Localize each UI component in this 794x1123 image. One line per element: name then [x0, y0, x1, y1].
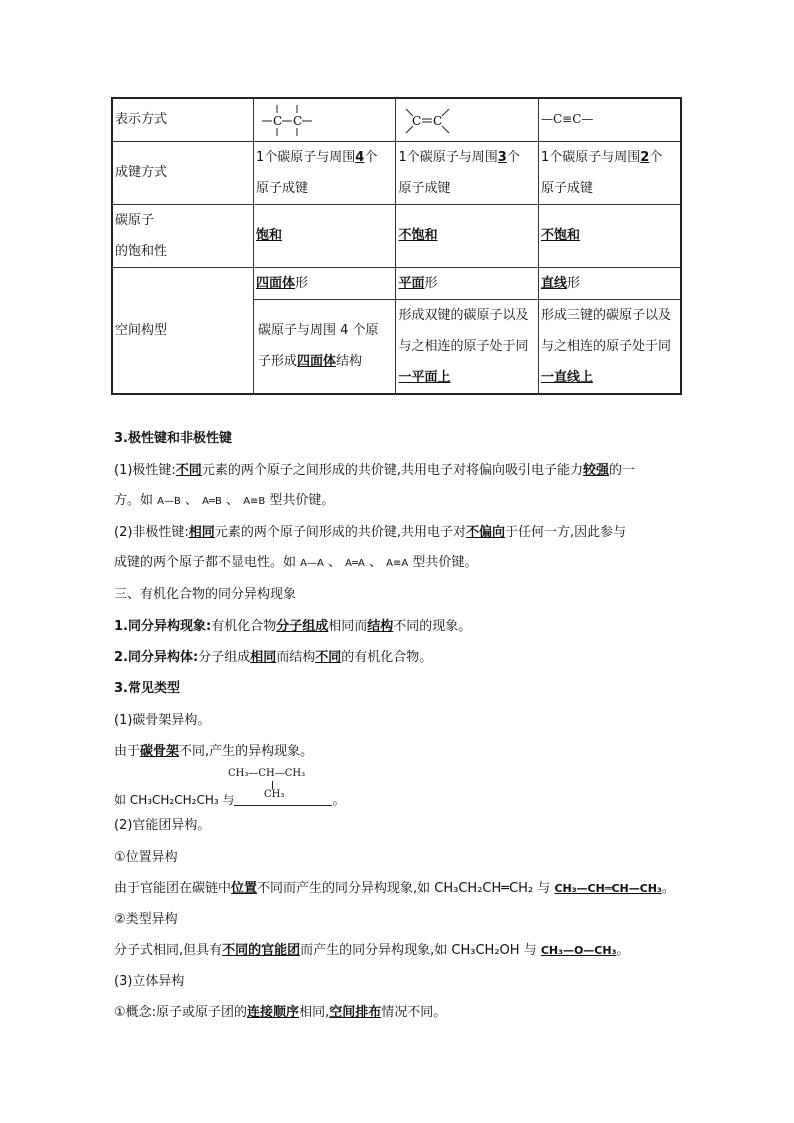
cell-saturation: 不饱和	[396, 204, 539, 267]
subsection-item: (3)立体异构	[114, 974, 185, 989]
nonpolar-bond-examples: 成键的两个原子都不显电性。如 A—A 、 A═A 、 A≡A 型共价键。	[114, 555, 478, 570]
cell-geometry-desc: 形成三键的碳原子以及 与之相连的原子处于同 一直线上	[538, 299, 681, 394]
svg-text:C: C	[272, 113, 283, 128]
double-bond-structure	[396, 98, 539, 141]
polar-bond-def: (1)极性键:不同元素的两个原子之间形成的共价键,共用电子对将偏向吸引电子能力较强的一	[114, 463, 635, 478]
cell-geometry-desc: 形成双键的碳原子以及 与之相连的原子处于同 一平面上	[396, 299, 539, 394]
table-row	[112, 141, 681, 204]
single-bond-structure	[253, 98, 396, 141]
table-row	[112, 204, 681, 267]
stereo-isomer-def: ①概念:原子或原子团的连接顺序相同,空间排布情况不同。	[114, 1005, 447, 1020]
subsection-item: (1)碳骨架异构。	[114, 713, 211, 728]
single-bond-diagram	[256, 101, 376, 139]
triple-bond-structure	[538, 98, 681, 141]
subsection-title: 3.常见类型	[114, 681, 180, 696]
svg-text:C: C	[292, 113, 303, 128]
type-isomer-desc: 分子式相同,但具有不同的官能团而产生的同分异构现象,如 CH₃CH₂OH 与 CH₃—O—CH₃。	[114, 943, 630, 958]
svg-text:C: C	[412, 113, 422, 128]
nonpolar-bond-def: (2)非极性键:相同元素的两个原子间形成的共价键,共用电子对不偏向于任何一方,因此参与	[114, 525, 627, 540]
table-row	[112, 267, 681, 299]
polar-bond-examples: 方。如 A—B 、 A═B 、 A≡B 型共价键。	[114, 493, 335, 508]
position-isomer-desc: 由于官能团在碳链中位置不同而产生的同分异构现象,如 CH₃CH₂CH═CH₂ 与 CH₃—CH═CH—CH₃。	[114, 881, 675, 896]
row-label: 成键方式	[112, 141, 253, 204]
row-label: 碳原子 的饱和性	[112, 204, 253, 267]
cell-shape: 四面体形	[253, 267, 396, 299]
svg-text:C: C	[433, 113, 443, 128]
subsection-item: ②类型异构	[114, 912, 178, 927]
carbon-skeleton-example: 如 CH₃CH₂CH₂CH₃ 与 。	[114, 793, 346, 808]
cell-geometry-desc: 碳原子与周围 4 个原 子形成四面体结构	[253, 299, 396, 394]
cell-shape: 平面形	[396, 267, 539, 299]
subsection-item: ①位置异构	[114, 850, 178, 865]
bond-type-table	[111, 97, 682, 395]
triple-bond-formula: —C≡C—	[540, 112, 594, 127]
double-bond-diagram	[398, 101, 518, 139]
section-heading: 三、有机化合物的同分异构现象	[114, 587, 297, 602]
isomerism-def: 1.同分异构现象:有机化合物分子组成相同而结构不同的现象。	[114, 619, 472, 634]
carbon-skeleton-desc: 由于碳骨架不同,产生的异构现象。	[114, 744, 314, 759]
subsection-item: (2)官能团异构。	[114, 818, 211, 833]
cell-triple-bond-count: 1个碳原子与周围2个 原子成键	[538, 141, 681, 204]
cell-saturation: 不饱和	[538, 204, 681, 267]
isomer-def: 2.同分异构体:分子组成相同而结构不同的有机化合物。	[114, 650, 433, 665]
cell-double-bond-count: 1个碳原子与周围3个 原子成键	[396, 141, 539, 204]
cell-saturation: 饱和	[253, 204, 396, 267]
section-title: 3.极性键和非极性键	[114, 431, 232, 446]
isobutane-structure: CH₃—CH—CH₃ CH₃	[228, 768, 306, 800]
row-label: 空间构型	[112, 267, 253, 394]
cell-shape: 直线形	[538, 267, 681, 299]
row-label: 表示方式	[112, 98, 253, 141]
cell-single-bond-count: 1个碳原子与周围4个 原子成键	[253, 141, 396, 204]
table-row	[112, 98, 681, 141]
